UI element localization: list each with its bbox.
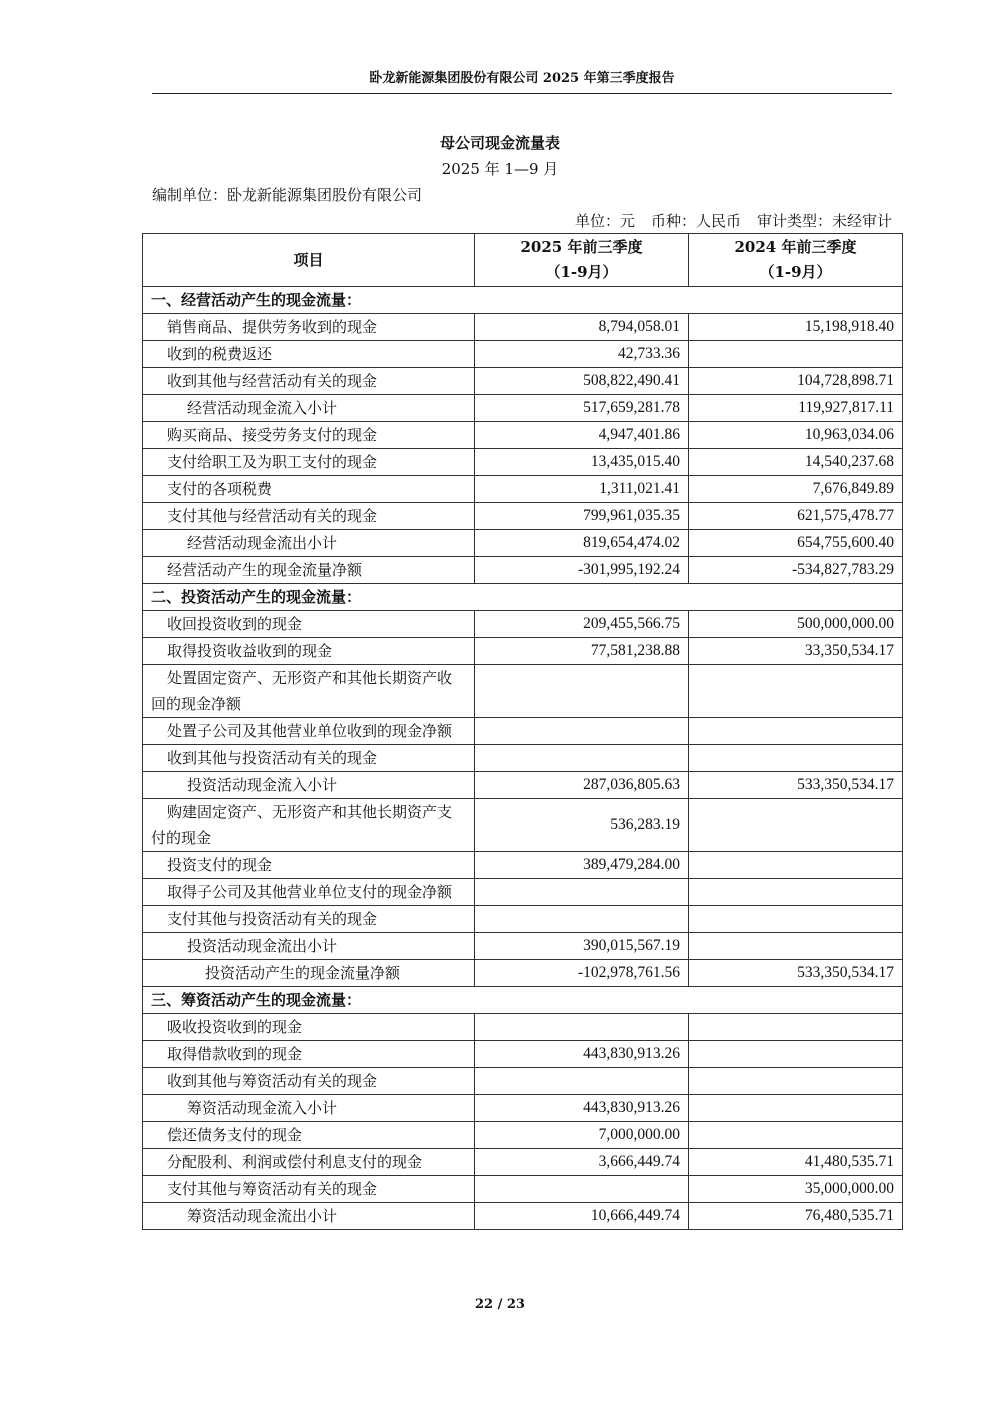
current-period-value: 10,666,449.74 xyxy=(475,1203,689,1230)
table-row xyxy=(143,503,903,530)
current-period-value: 508,822,490.41 xyxy=(475,368,689,395)
row-label: 筹资活动现金流入小计 xyxy=(143,1095,475,1122)
prior-period-value xyxy=(689,1095,903,1122)
prior-period-value xyxy=(689,879,903,906)
current-period-value: 7,000,000.00 xyxy=(475,1122,689,1149)
unit-label: 单位：元 xyxy=(574,212,635,230)
prior-period-value xyxy=(689,1014,903,1041)
table-row xyxy=(143,638,903,665)
prior-period-value xyxy=(689,852,903,879)
table-row xyxy=(143,476,903,503)
row-label: 支付其他与筹资活动有关的现金 xyxy=(143,1176,475,1203)
row-label: 取得投资收益收到的现金 xyxy=(143,638,475,665)
current-period-value: 1,311,021.41 xyxy=(475,476,689,503)
prior-period-value: 654,755,600.40 xyxy=(689,530,903,557)
table-row xyxy=(143,422,903,449)
row-label: 收到的税费返还 xyxy=(143,341,475,368)
current-period-value: 799,961,035.35 xyxy=(475,503,689,530)
row-label: 分配股利、利润或偿付利息支付的现金 xyxy=(143,1149,475,1176)
current-period-value: 8,794,058.01 xyxy=(475,314,689,341)
row-label: 投资活动产生的现金流量净额 xyxy=(143,960,475,987)
subtotal-row xyxy=(143,530,903,557)
report-header: 卧龙新能源集团股份有限公司 2025 年第三季度报告 xyxy=(369,71,675,86)
row-label: 收到其他与投资活动有关的现金 xyxy=(143,745,475,772)
current-period-value: 3,666,449.74 xyxy=(475,1149,689,1176)
table-row xyxy=(143,368,903,395)
row-label: 投资活动现金流出小计 xyxy=(143,933,475,960)
subtotal-row xyxy=(143,395,903,422)
current-period-value xyxy=(475,745,689,772)
preparing-entity: 编制单位：卧龙新能源集团股份有限公司 xyxy=(152,186,423,204)
unit-currency-line xyxy=(575,210,892,231)
current-period-value xyxy=(475,718,689,745)
subtotal-row xyxy=(143,772,903,799)
net-amount-row xyxy=(143,960,903,987)
row-label: 经营活动现金流出小计 xyxy=(143,530,475,557)
row-label: 支付其他与经营活动有关的现金 xyxy=(143,503,475,530)
row-label: 吸收投资收到的现金 xyxy=(143,1014,475,1041)
current-period-value: 287,036,805.63 xyxy=(475,772,689,799)
prior-period-value xyxy=(689,906,903,933)
current-period-value: -102,978,761.56 xyxy=(475,960,689,987)
current-period-value: 389,479,284.00 xyxy=(475,852,689,879)
prior-period-value xyxy=(689,799,903,852)
statement-period: 2025 年 1—9 月 xyxy=(441,160,559,178)
table-row xyxy=(143,745,903,772)
row-label: 购买商品、接受劳务支付的现金 xyxy=(143,422,475,449)
row-label: 支付其他与投资活动有关的现金 xyxy=(143,906,475,933)
prior-period-value: 533,350,534.17 xyxy=(689,960,903,987)
row-label: 收到其他与经营活动有关的现金 xyxy=(143,368,475,395)
current-period-value: 4,947,401.86 xyxy=(475,422,689,449)
currency-label: 币种：人民币 xyxy=(650,212,741,230)
row-label: 处置固定资产、无形资产和其他长期资产收回的现金净额 xyxy=(143,665,475,718)
current-period-value: 42,733.36 xyxy=(475,341,689,368)
prior-period-value: 41,480,535.71 xyxy=(689,1149,903,1176)
row-label: 收回投资收到的现金 xyxy=(143,611,475,638)
current-period-value: 13,435,015.40 xyxy=(475,449,689,476)
section-row xyxy=(143,584,903,611)
current-period-value: 536,283.19 xyxy=(475,799,689,852)
table-row xyxy=(143,879,903,906)
prior-period-value xyxy=(689,1122,903,1149)
current-period-value xyxy=(475,665,689,718)
prior-period-value: 119,927,817.11 xyxy=(689,395,903,422)
current-period-value: 819,654,474.02 xyxy=(475,530,689,557)
row-label: 支付给职工及为职工支付的现金 xyxy=(143,449,475,476)
prior-period-value: -534,827,783.29 xyxy=(689,557,903,584)
row-label: 支付的各项税费 xyxy=(143,476,475,503)
table-row xyxy=(143,314,903,341)
row-label: 销售商品、提供劳务收到的现金 xyxy=(143,314,475,341)
row-label: 经营活动产生的现金流量净额 xyxy=(143,557,475,584)
table-row xyxy=(143,1014,903,1041)
current-period-value xyxy=(475,906,689,933)
table-row xyxy=(143,852,903,879)
net-amount-row xyxy=(143,557,903,584)
table-row xyxy=(143,718,903,745)
current-period-value xyxy=(475,1176,689,1203)
prior-period-value: 15,198,918.40 xyxy=(689,314,903,341)
statement-title: 母公司现金流量表 xyxy=(439,134,560,152)
column-header-current-range: （1-9月） xyxy=(545,263,618,281)
subtotal-row xyxy=(143,1095,903,1122)
current-period-value xyxy=(475,879,689,906)
row-label: 收到其他与筹资活动有关的现金 xyxy=(143,1068,475,1095)
prior-period-value xyxy=(689,745,903,772)
current-period-value xyxy=(475,1014,689,1041)
subtotal-row xyxy=(143,933,903,960)
current-period-value: 390,015,567.19 xyxy=(475,933,689,960)
table-row xyxy=(143,1041,903,1068)
row-label: 处置子公司及其他营业单位收到的现金净额 xyxy=(143,718,475,745)
section-label-investing: 二、投资活动产生的现金流量： xyxy=(143,584,903,611)
table-row xyxy=(143,1176,903,1203)
prior-period-value: 14,540,237.68 xyxy=(689,449,903,476)
table-row xyxy=(143,1122,903,1149)
row-label: 投资活动现金流入小计 xyxy=(143,772,475,799)
table-row xyxy=(143,1149,903,1176)
table-row xyxy=(143,665,903,718)
row-label: 取得子公司及其他营业单位支付的现金净额 xyxy=(143,879,475,906)
current-period-value: 209,455,566.75 xyxy=(475,611,689,638)
prior-period-value: 533,350,534.17 xyxy=(689,772,903,799)
column-header-prior-range: （1-9月） xyxy=(759,263,832,281)
column-header-current xyxy=(475,234,689,287)
prior-period-value xyxy=(689,341,903,368)
current-period-value xyxy=(475,1068,689,1095)
cash-flow-table xyxy=(142,233,903,1230)
prior-period-value: 10,963,034.06 xyxy=(689,422,903,449)
prior-period-value xyxy=(689,718,903,745)
column-header-current-year: 2025 年前三季度 xyxy=(520,238,643,256)
row-label: 筹资活动现金流出小计 xyxy=(143,1203,475,1230)
section-row xyxy=(143,987,903,1014)
table-row xyxy=(143,799,903,852)
table-row xyxy=(143,611,903,638)
table-row xyxy=(143,449,903,476)
current-period-value: 517,659,281.78 xyxy=(475,395,689,422)
column-header-item: 项目 xyxy=(143,234,475,287)
prior-period-value: 76,480,535.71 xyxy=(689,1203,903,1230)
audit-type-label: 审计类型：未经审计 xyxy=(756,212,892,230)
row-label: 偿还债务支付的现金 xyxy=(143,1122,475,1149)
current-period-value: 77,581,238.88 xyxy=(475,638,689,665)
current-period-value: 443,830,913.26 xyxy=(475,1095,689,1122)
row-label: 经营活动现金流入小计 xyxy=(143,395,475,422)
prior-period-value xyxy=(689,933,903,960)
row-label: 取得借款收到的现金 xyxy=(143,1041,475,1068)
prior-period-value xyxy=(689,665,903,718)
prior-period-value: 7,676,849.89 xyxy=(689,476,903,503)
current-period-value: -301,995,192.24 xyxy=(475,557,689,584)
prior-period-value xyxy=(689,1041,903,1068)
table-row xyxy=(143,906,903,933)
section-label-financing: 三、筹资活动产生的现金流量： xyxy=(143,987,903,1014)
prior-period-value: 35,000,000.00 xyxy=(689,1176,903,1203)
table-row xyxy=(143,341,903,368)
section-row xyxy=(143,287,903,314)
row-label: 投资支付的现金 xyxy=(143,852,475,879)
subtotal-row xyxy=(143,1203,903,1230)
prior-period-value: 104,728,898.71 xyxy=(689,368,903,395)
section-label-operating: 一、经营活动产生的现金流量： xyxy=(143,287,903,314)
column-header-prior-year: 2024 年前三季度 xyxy=(734,238,857,256)
table-header-row xyxy=(143,234,903,287)
table-row xyxy=(143,1068,903,1095)
prior-period-value: 33,350,534.17 xyxy=(689,638,903,665)
prior-period-value: 621,575,478.77 xyxy=(689,503,903,530)
prior-period-value: 500,000,000.00 xyxy=(689,611,903,638)
header-divider xyxy=(152,93,892,94)
prior-period-value xyxy=(689,1068,903,1095)
page-number: 22 / 23 xyxy=(475,1297,525,1312)
column-header-prior xyxy=(689,234,903,287)
current-period-value: 443,830,913.26 xyxy=(475,1041,689,1068)
row-label: 购建固定资产、无形资产和其他长期资产支付的现金 xyxy=(143,799,475,852)
